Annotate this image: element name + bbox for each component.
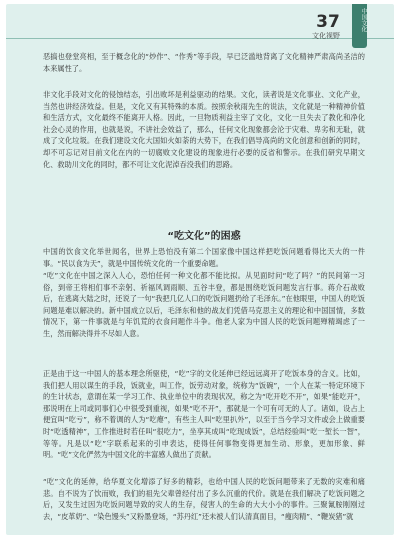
section-name: 文化视野	[312, 32, 340, 40]
body-paragraph: “吃”文化的延伸，给华夏文化增添了好多的精彩，也给中国人民的吃饭问题带来了无数的灾难和痛悲。自不说为了饮而败，我们的祖先父辈曾经付出了多么沉重的代价。就是在我们解决了吃饭问题之后，又发生过因为吃饭问题导致的灾人的生存，侵害人的生命的大大小小的事件。三聚氰胺刚刚过去，“皮革奶”、“染色馒头”又粉墨登场，“苏丹红”还未被人们认清真面目，“瘦肉精”、“鞭炭猪”就	[43, 477, 365, 521]
body-paragraph: “吃”文化在中国之深入人心，恐怕任何一种文化都不能比拟。从见面时问“吃了吗？”的民间第一习俗，到帝王将相们事不亲躬、祈福风调雨顺、五谷丰登，都是围绕吃饭问题发言行事。蒋介石战败后，在逃离大陆之时，还说了一句“我把几亿人口的吃饭问题扔给了毛泽东。”在他眼里，中国人的吃饭问题是难以解决的。新中国成立以后，毛泽东和他的战友们凭借马克思主义的理论和中国国情，多数情况下，第一件事就是与年饥荒的衣食问题作斗争。他老人家为中国人民的吃饭问题殚精竭虑了一生，然而解决得并不尽如人意。	[43, 271, 365, 338]
body-paragraph: 非文化手段对文化的侵蚀结态，引出败坏是利益驱动的结果。文化，读者说是文化事业、文化产业，当然也讲经济效益。但是，文化又有其特殊的本质。按照余秋雨先生的说法，文化就是一种精神价值和生活方式，文化最终不能离开人格。因此，一旦物质利益主宰了文化，文化一旦失去了教化和净化社会心灵的作用，也就是说，不讲社会效益了，那么，任何文化现象都会沦于灾难、卑劣和无耻，就成了文化垃圾。在我们建设文化大国如火如荼的大势下，在我们倡导高尚的文化创意和创新的同时，却不可忘记对目前文化在内的一切腐败文化建设的现象进行必要的反省和警示。在我们研究早期文化、救助川文化的同时，都不可让文化泥淖吞没我们的思路。	[43, 90, 365, 169]
body-paragraph: 恶搞也登堂亮相，至于概念化的“炒作”、“作秀”等手段，早已泛滥地背离了文化精神严肃高尚圣洁的本来属性了。	[43, 52, 365, 73]
page-number: 37	[316, 12, 340, 32]
section-heading: “吃文化”的困惑	[167, 231, 241, 242]
magazine-page	[6, 4, 394, 535]
body-paragraph: 中国的饮食文化举世闻名，世界上恐怕没有第二个国家像中国这样把吃饭问题看得比天大的一件事。“民以食为天”，就是中国传统文化的一个重要命题。	[43, 247, 365, 268]
body-paragraph: 正是由于这一中国人的基本理念所驱使，“吃”字的文化延伸已经远远离开了吃饭本身的含义。比如，我们把人用以谋生的手段，饭就业，叫工作，饭劳动对象，统称为“饭碗”，一个人在某一特定环境下的生计状态，意谓在某一学习工作、执业单位中的表现状况，称之为“吃开吃不开”，如果“能吃开”，那说明在上司或同事们心中很受到重视，如果“吃不开”，那就是一个可有可无的人了。诸如，设占上便宜叫“吃亏”，称不着调的人为“吃瘪”，有些主人叫“吃里扒外”，以至于当今学习文件或会上做重要时“吃透精神”，工作推进时若任叫“很吃力”，坐享其成叫“吃现成饭”，总结经验叫“吃一堑长一智”，等等。凡是以“吃”字联系起来的引申表达，使得任何事物变得更加生动、形象，更加形象、鲜明。“吃”文化俨然为中国文化的丰富感人做出了贡献。	[43, 369, 365, 460]
section-badge-label: 中国文化	[360, 8, 367, 32]
section-badge	[352, 4, 367, 48]
